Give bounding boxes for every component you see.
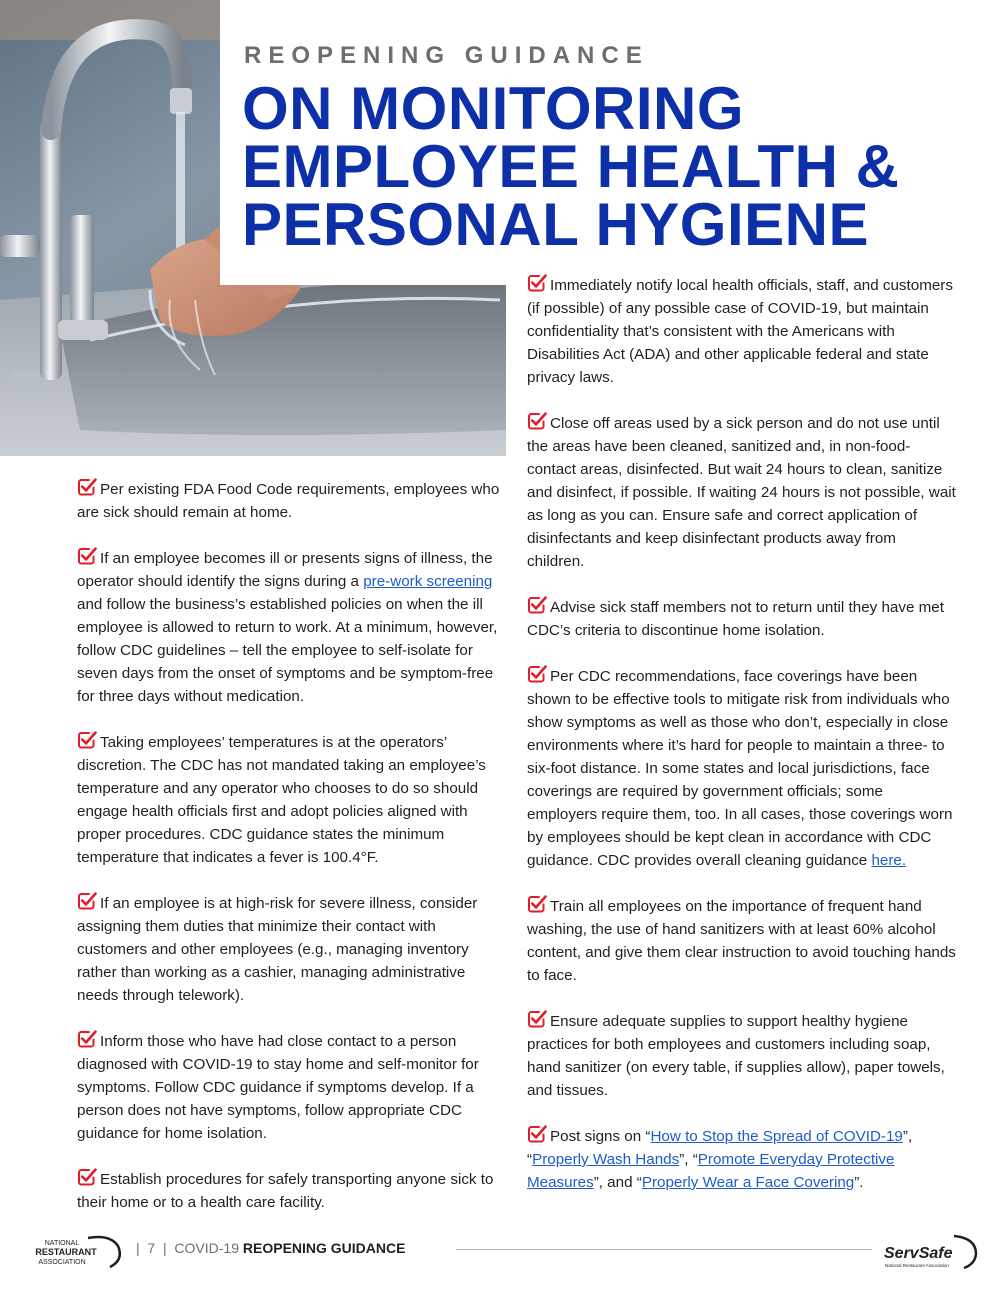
list-item [77, 1030, 507, 1145]
list-item-text: Close off areas used by a sick person and do not use until the areas have been cleaned, sanitized and, in non-food-contact areas, disinfected. But wait 24 hours to clean, sanitize and disinfect, if possible. If waiting 24 hours is not possible, wait as long as you can. Ensure safe and correct application of disinfectants and keep disinfectant products away from children. [527, 415, 956, 570]
checkbox-check-icon [527, 1010, 547, 1028]
footer-doc-title: REOPENING GUIDANCE [242, 1240, 406, 1256]
list-item [77, 1168, 507, 1214]
list-item-text: Per CDC recommendations, face coverings have been shown to be effective tools to mitigate risk from individuals who show symptoms as well as those who don’t, especially in close environments where it’s hard for people to maintain a three- to six-foot distance. In some states and local jurisdictions, face coverings are required by government officials; some employers require them, too. In all cases, those coverings worn by employees should be kept clean in accordance with CDC guidance. CDC provides overall cleaning guidance [527, 668, 953, 869]
list-item [527, 665, 957, 872]
wash-hands-link[interactable]: Properly Wash Hands [532, 1151, 680, 1168]
list-item-text: Taking employees’ temperatures is at the operators’ discretion. The CDC has not mandated taking an employee’s temperature and any operator who chooses to do so should engage health officials first and adopt policies aligned with proper procedures. CDC guidance states the minimum temperature that indicates a fever is 100.4°F. [77, 734, 486, 866]
checkbox-check-icon [77, 1030, 97, 1048]
checkbox-check-icon [527, 1125, 547, 1143]
list-item-text: Advise sick staff members not to return until they have met CDC’s criteria to discontinue home isolation. [527, 599, 944, 639]
checkbox-check-icon [527, 412, 547, 430]
link-separator: ”, and “ [593, 1174, 642, 1191]
list-item-text: Per existing FDA Food Code requirements, employees who are sick should remain at home. [77, 481, 500, 521]
footer-separator: | [163, 1240, 167, 1256]
list-item [77, 892, 507, 1007]
protective-measures-link[interactable]: Promote Everyday Protective Measures [527, 1151, 895, 1191]
list-item-text: Immediately notify local health officials, staff, and customers (if possible) of any possible case of COVID-19, but maintain confidentiality that’s consistent with the Americans with Disabilities Act (ADA) and other applicable federal and state privacy laws. [527, 277, 953, 386]
checkbox-check-icon [527, 596, 547, 614]
list-item-text: If an employee is at high-risk for severe illness, consider assigning them duties that minimize their contact with customers and other employees (e.g., managing inventory rather than working as a cashier, managing administrative needs through telework). [77, 895, 478, 1004]
title-line-2: EMPLOYEE HEALTH & [242, 133, 900, 200]
list-item-text: and follow the business’s established policies on when the ill employee is allowed to return to work. At a minimum, however, follow CDC guidelines – tell the employee to self-isolate for seven days from the onset of symptoms and be symptom-free for three days without medication. [77, 596, 498, 705]
face-covering-link[interactable]: Properly Wear a Face Covering [641, 1174, 855, 1191]
list-item [527, 1125, 957, 1194]
footer-doc-prefix: COVID-19 [174, 1240, 243, 1256]
list-item [527, 596, 957, 642]
footer-label [136, 1240, 405, 1256]
servsafe-logo [880, 1232, 980, 1272]
page-footer [0, 1224, 1000, 1274]
list-item [77, 547, 507, 708]
checkbox-check-icon [527, 665, 547, 683]
list-item-text: If an employee becomes ill or presents signs of illness, the operator should identify the signs during a [77, 550, 493, 590]
footer-separator: | [136, 1240, 140, 1256]
servsafe-subtitle: National Restaurant Association [885, 1263, 949, 1268]
checkbox-check-icon [527, 895, 547, 913]
checkbox-check-icon [77, 547, 97, 565]
list-item [527, 274, 957, 389]
checkbox-check-icon [77, 478, 97, 496]
footer-divider [456, 1249, 872, 1250]
nra-logo [30, 1234, 122, 1270]
list-item-text: Establish procedures for safely transporting anyone sick to their home or to a health care facility. [77, 1171, 494, 1211]
list-item [77, 731, 507, 869]
servsafe-wordmark: ServSafe [884, 1245, 953, 1262]
left-column [77, 478, 507, 1237]
title-line-1: ON MONITORING [242, 75, 745, 142]
list-item-text: Ensure adequate supplies to support healthy hygiene practices for both employees and customers including soap, hand sanitizer (on every table, if supplies allow), paper towels, and tissues. [527, 1013, 945, 1099]
checkbox-check-icon [77, 731, 97, 749]
checkbox-check-icon [527, 274, 547, 292]
title-line-3: PERSONAL HYGIENE [242, 191, 870, 258]
cleaning-guidance-link[interactable]: here. [871, 852, 907, 869]
page-kicker: REOPENING GUIDANCE [244, 42, 649, 69]
stop-spread-link[interactable]: How to Stop the Spread of COVID-19 [650, 1128, 903, 1145]
checkbox-check-icon [77, 1168, 97, 1186]
page-title [242, 75, 900, 258]
list-item-text: Inform those who have had close contact to a person diagnosed with COVID-19 to stay home and self-monitor for symptoms. Follow CDC guidance if symptoms develop. If a person does not have symptoms, follow appropriate CDC guidance for home isolation. [77, 1033, 479, 1142]
list-item [527, 412, 957, 573]
list-item [77, 478, 507, 524]
list-item-text: Train all employees on the importance of frequent hand washing, the use of hand sanitizers with at least 60% alcohol content, and give them clear instruction to avoid touching hands to face. [527, 898, 956, 984]
link-separator: ”. [854, 1174, 864, 1191]
nra-logo-line-1: NATIONAL [44, 1240, 80, 1247]
list-item [527, 895, 957, 987]
link-separator: ”, “ [679, 1151, 698, 1168]
page-number: 7 [147, 1240, 156, 1256]
pre-work-screening-link[interactable]: pre-work screening [363, 573, 493, 590]
list-item-text: Post signs on “ [550, 1128, 651, 1145]
nra-logo-line-3: ASSOCIATION [38, 1259, 86, 1266]
checkbox-check-icon [77, 892, 97, 910]
link-separator: ”, “ [527, 1128, 913, 1168]
nra-logo-line-2: RESTAURANT [35, 1247, 97, 1257]
right-column [527, 274, 957, 1217]
list-item [527, 1010, 957, 1102]
